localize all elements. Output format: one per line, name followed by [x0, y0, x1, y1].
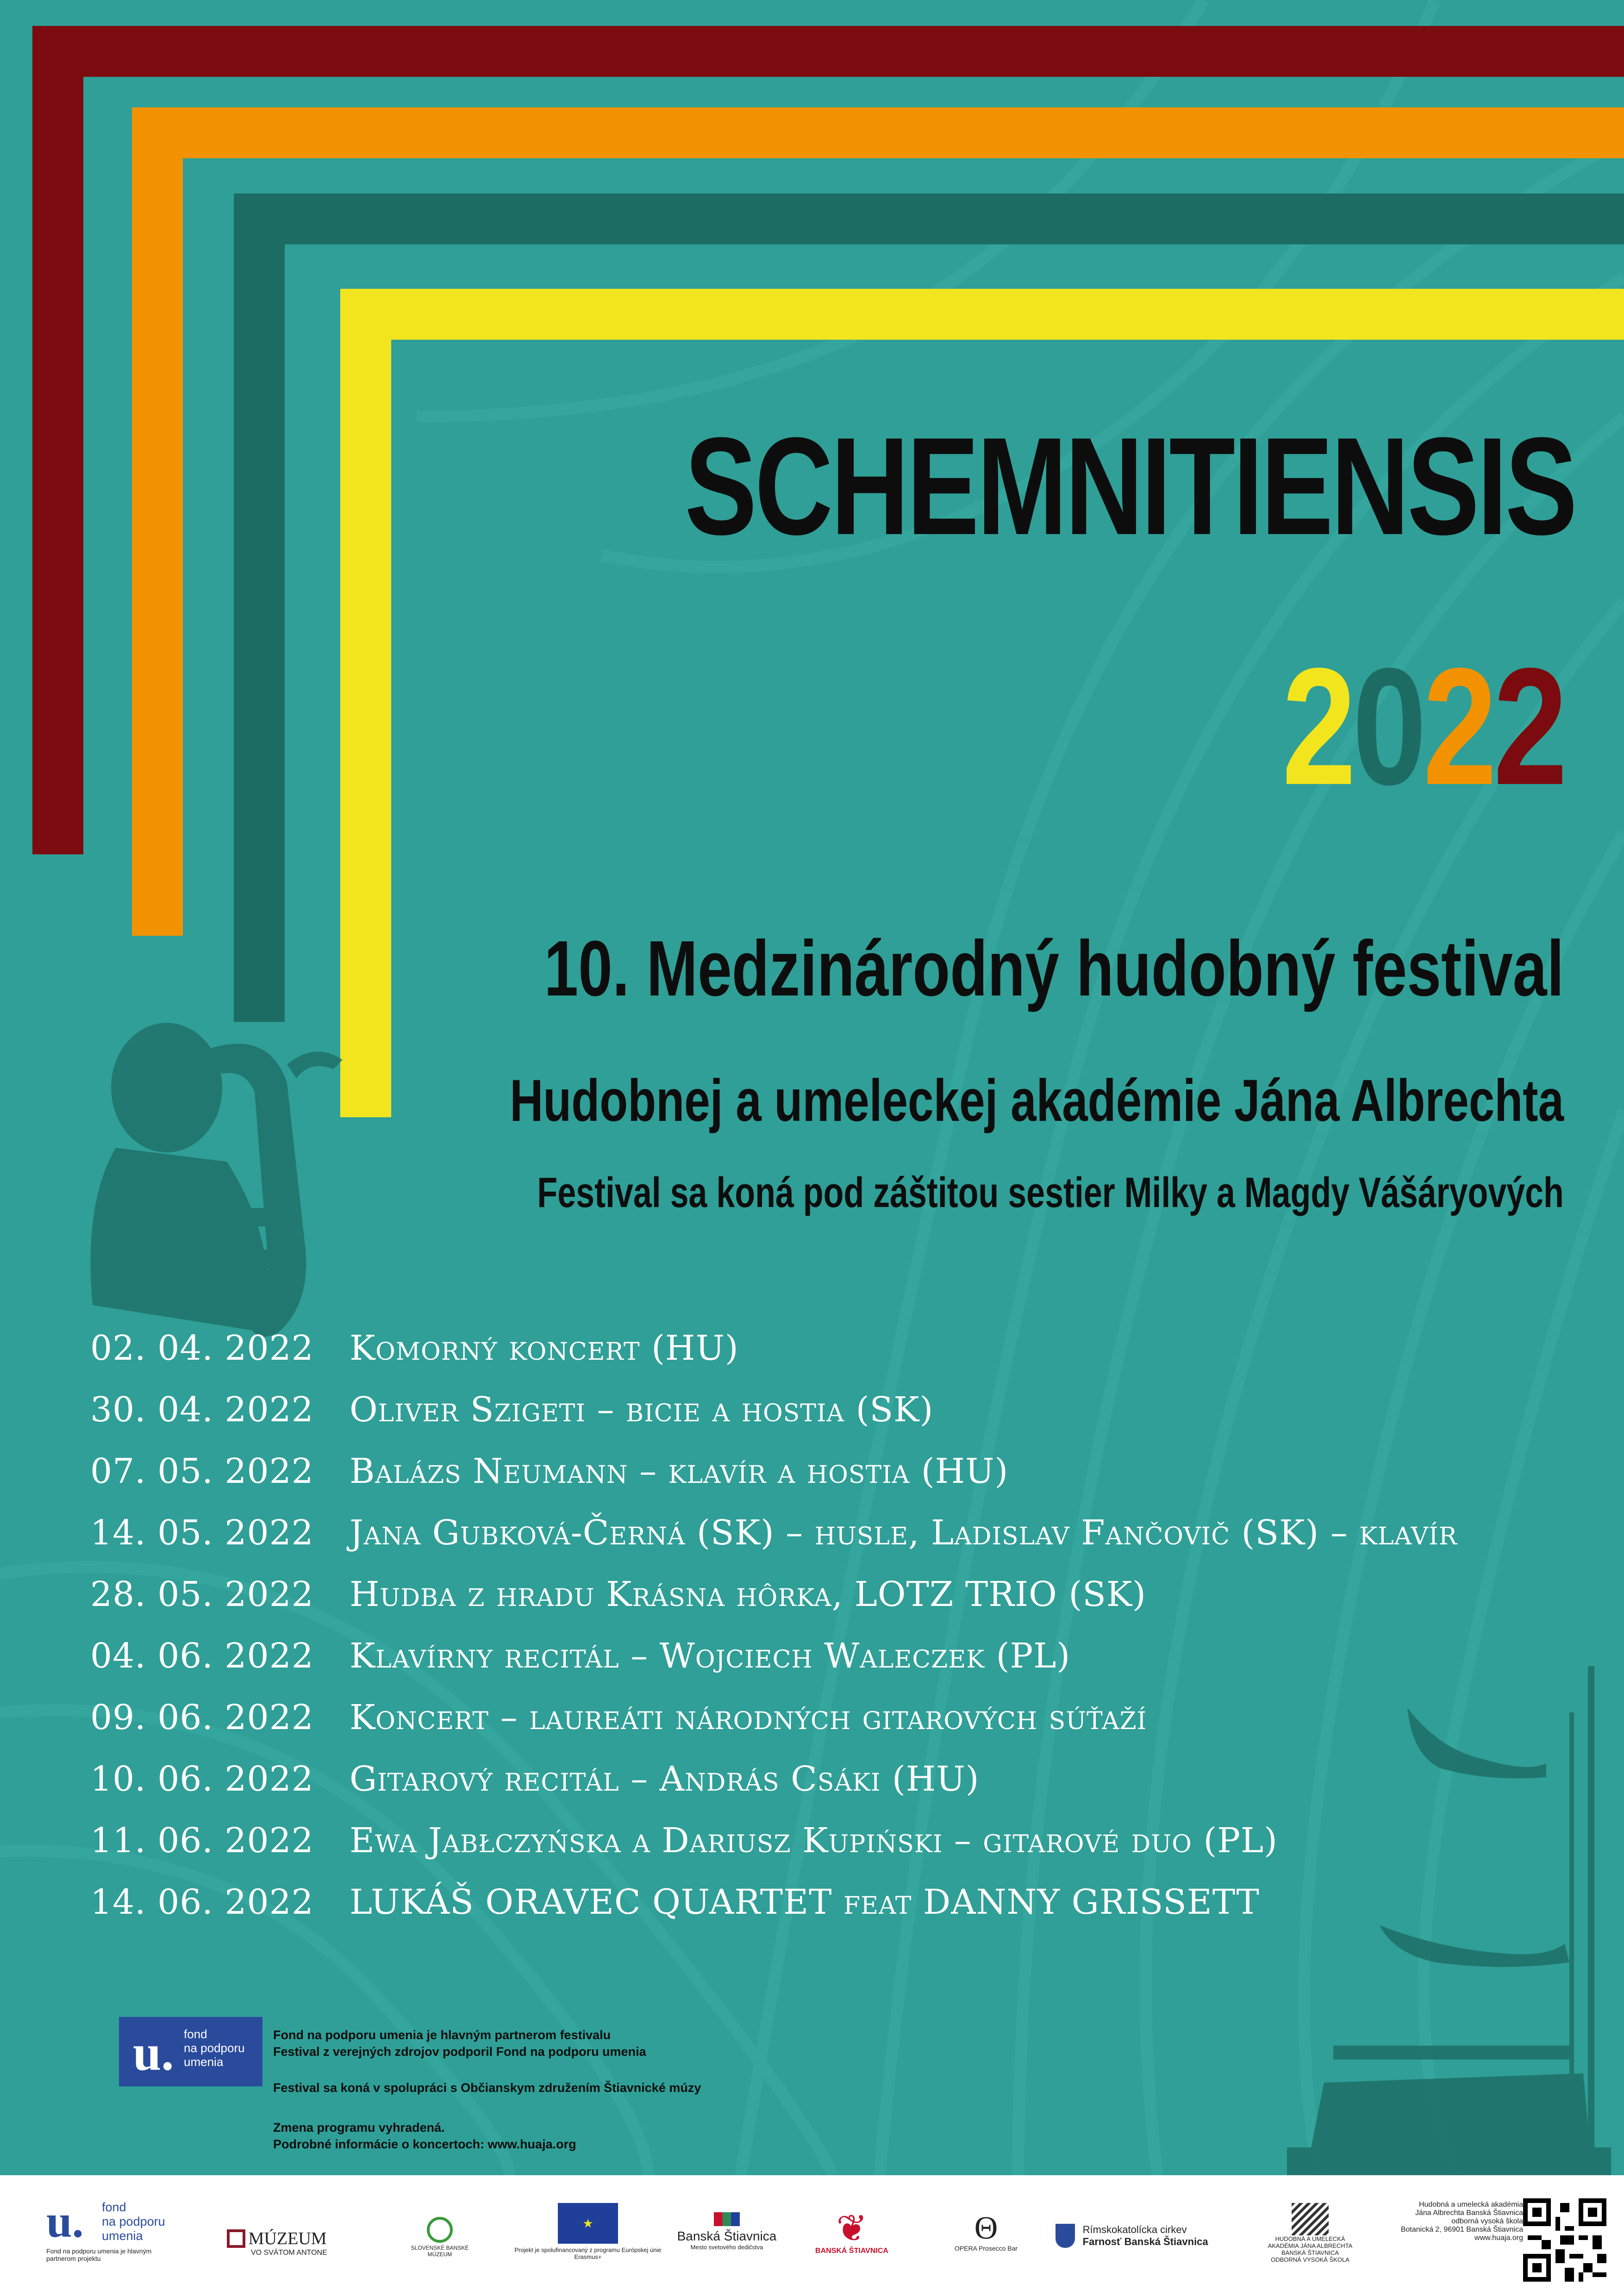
program-event: Oliver Szigeti – bicie a hostia (SK) [350, 1390, 934, 1430]
info-website: Podrobné informácie o koncertoch: www.huaja.org [273, 2137, 576, 2151]
program-date: 04. 06. 2022 [90, 1636, 314, 1676]
festival-title: SCHEMNITIENSIS [685, 408, 1575, 564]
town-icon [714, 2212, 740, 2226]
address-line: Jána Albrechta Banská Štiavnica [1415, 2209, 1523, 2217]
church-crest-icon [1056, 2224, 1075, 2248]
info-program-change: Zmena programu vyhradená. [273, 2121, 445, 2134]
address-line: www.huaja.org [1474, 2234, 1523, 2242]
sbm-icon [427, 2217, 453, 2243]
church-logo [1056, 2224, 1250, 2248]
fpu-logo-label [184, 2027, 245, 2069]
program-date: 09. 06. 2022 [90, 1698, 314, 1737]
year-digit: 0 [1352, 634, 1423, 820]
sponsor-footer [0, 2175, 1624, 2296]
program-event: LUKÁŠ ORAVEC QUARTET feat DANNY GRISSETT [350, 1882, 1260, 1922]
concert-program-list [90, 1328, 1618, 1944]
program-event: Koncert – laureáti národných gitarových súťaží [350, 1698, 1147, 1737]
festival-year [1282, 634, 1564, 820]
muzeum-subtitle: VO SVÄTOM ANTONE [251, 2249, 327, 2257]
fpu-footer-mark: u. [46, 2196, 84, 2247]
fpu-footer-caption: Fond na podporu umenia je hlavným partnerom projektu [46, 2247, 152, 2262]
program-date: 28. 05. 2022 [90, 1574, 314, 1614]
saxophonist-illustration [28, 1009, 380, 1370]
church-line: Rímskokatolícka cirkev [1082, 2224, 1187, 2235]
fpu-footer-label-line: umenia [102, 2229, 143, 2243]
program-row [90, 1698, 1618, 1759]
sbm-label: SLOVENSKÉ BANSKÉ MÚZEUM [411, 2245, 469, 2258]
tj-club-logo [806, 2210, 898, 2255]
info-funding: Festival z verejných zdrojov podporil Fond na podporu umenia [273, 2045, 646, 2059]
eu-flag-icon: ★ [558, 2203, 618, 2244]
banska-stiavnica-logo [676, 2212, 778, 2251]
program-event: Ewa Jabłczyńska a Dariusz Kupiński – gitarové duo (PL) [350, 1821, 1278, 1860]
program-row [90, 1574, 1618, 1636]
address-line: odborná vysoká škola [1451, 2217, 1523, 2225]
fpu-footer-label-line: na podporu [102, 2215, 165, 2228]
fpu-partner-logo [119, 2017, 262, 2086]
program-row [90, 1821, 1618, 1882]
huaja-line: AKADÉMIA JÁNA ALBRECHTA [1268, 2242, 1353, 2249]
program-date: 11. 06. 2022 [90, 1821, 314, 1860]
program-row [90, 1328, 1618, 1390]
program-event: Hudba z hradu Krásna hôrka, LOTZ TRIO (SK) [350, 1574, 1147, 1614]
program-row [90, 1882, 1618, 1944]
program-date: 14. 06. 2022 [90, 1882, 314, 1922]
program-date: 02. 04. 2022 [90, 1328, 314, 1368]
church-line: Farnosť Banská Štiavnica [1082, 2236, 1208, 2247]
fpu-logo-label-line: na podporu [184, 2041, 245, 2055]
program-date: 10. 06. 2022 [90, 1759, 314, 1799]
fpu-footer-label-line: fond [102, 2200, 126, 2214]
fpu-footer-logo [46, 2198, 185, 2262]
huaja-logo [1245, 2203, 1375, 2263]
festival-organizer: Hudobnej a umeleckej akadémie Jána Albrechta [510, 1068, 1564, 1134]
opera-bar-logo [940, 2212, 1032, 2252]
eu-caption: Projekt je spolufinancovaný z programu Európskej únie Erasmus+ [514, 2246, 662, 2260]
huaja-icon [1292, 2203, 1329, 2235]
huaja-address [1384, 2201, 1523, 2242]
sbm-logo [403, 2217, 477, 2258]
program-date: 30. 04. 2022 [90, 1390, 314, 1430]
program-event: Balázs Neumann – klavír a hostia (HU) [350, 1451, 1009, 1491]
program-row [90, 1759, 1618, 1821]
program-event: Komorný koncert (HU) [350, 1328, 739, 1368]
erasmus-logo [505, 2203, 671, 2260]
program-row [90, 1636, 1618, 1698]
program-date: 14. 05. 2022 [90, 1513, 314, 1553]
town-name: Banská Štiavnica [677, 2229, 777, 2243]
opera-label: OPERA Prosecco Bar [954, 2245, 1018, 2252]
muzeum-icon [227, 2229, 245, 2248]
program-event: Klavírny recitál – Wojciech Waleczek (PL) [350, 1636, 1071, 1676]
opera-icon: Θ [974, 2210, 998, 2246]
info-partner: Fond na podporu umenia je hlavným partnerom festivalu [273, 2028, 611, 2042]
program-row [90, 1390, 1618, 1451]
program-row [90, 1451, 1618, 1513]
fpu-logo-label-line: fond [184, 2027, 207, 2041]
program-event: Gitarový recitál – András Csáki (HU) [350, 1759, 980, 1799]
address-line: Hudobná a umelecká akadémia [1418, 2201, 1523, 2209]
year-digit: 2 [1282, 634, 1353, 820]
qr-code-icon[interactable] [1523, 2198, 1606, 2282]
fpu-logo-mark: u. [133, 2024, 174, 2081]
year-digit: 2 [1493, 634, 1564, 820]
year-digit: 2 [1423, 634, 1493, 820]
address-line: Botanická 2, 96901 Banská Štiavnica [1400, 2226, 1523, 2234]
muzeum-name: MÚZEUM [248, 2229, 327, 2248]
program-date: 07. 05. 2022 [90, 1451, 314, 1491]
dragon-icon: ❦ [836, 2208, 868, 2249]
program-event: Jana Gubková-Černá (SK) – husle, Ladislav Fančovič (SK) – klavír [350, 1513, 1457, 1553]
festival-patronage: Festival sa koná pod záštitou sestier Milky a Magdy Vášáryových [537, 1169, 1564, 1216]
muzeum-logo [227, 2228, 361, 2257]
fpu-logo-label-line: umenia [184, 2055, 224, 2069]
fpu-footer-label [102, 2200, 165, 2243]
tj-club-label: BANSKÁ ŠTIAVNICA [815, 2247, 888, 2255]
festival-subtitle: 10. Medzinárodný hudobný festival [544, 925, 1564, 1013]
town-subtitle: Mesto svetového dedičstva [690, 2244, 763, 2251]
program-row [90, 1513, 1618, 1574]
info-cooperation: Festival sa koná v spolupráci s Občianskym združením Štiavnické múzy [273, 2081, 701, 2095]
huaja-line: BANSKÁ ŠTIAVNICA [1281, 2249, 1339, 2256]
huaja-line: HUDOBNÁ A UMELECKÁ [1275, 2235, 1345, 2242]
huaja-line: ODBORNÁ VYSOKÁ ŠKOLA [1271, 2256, 1349, 2263]
